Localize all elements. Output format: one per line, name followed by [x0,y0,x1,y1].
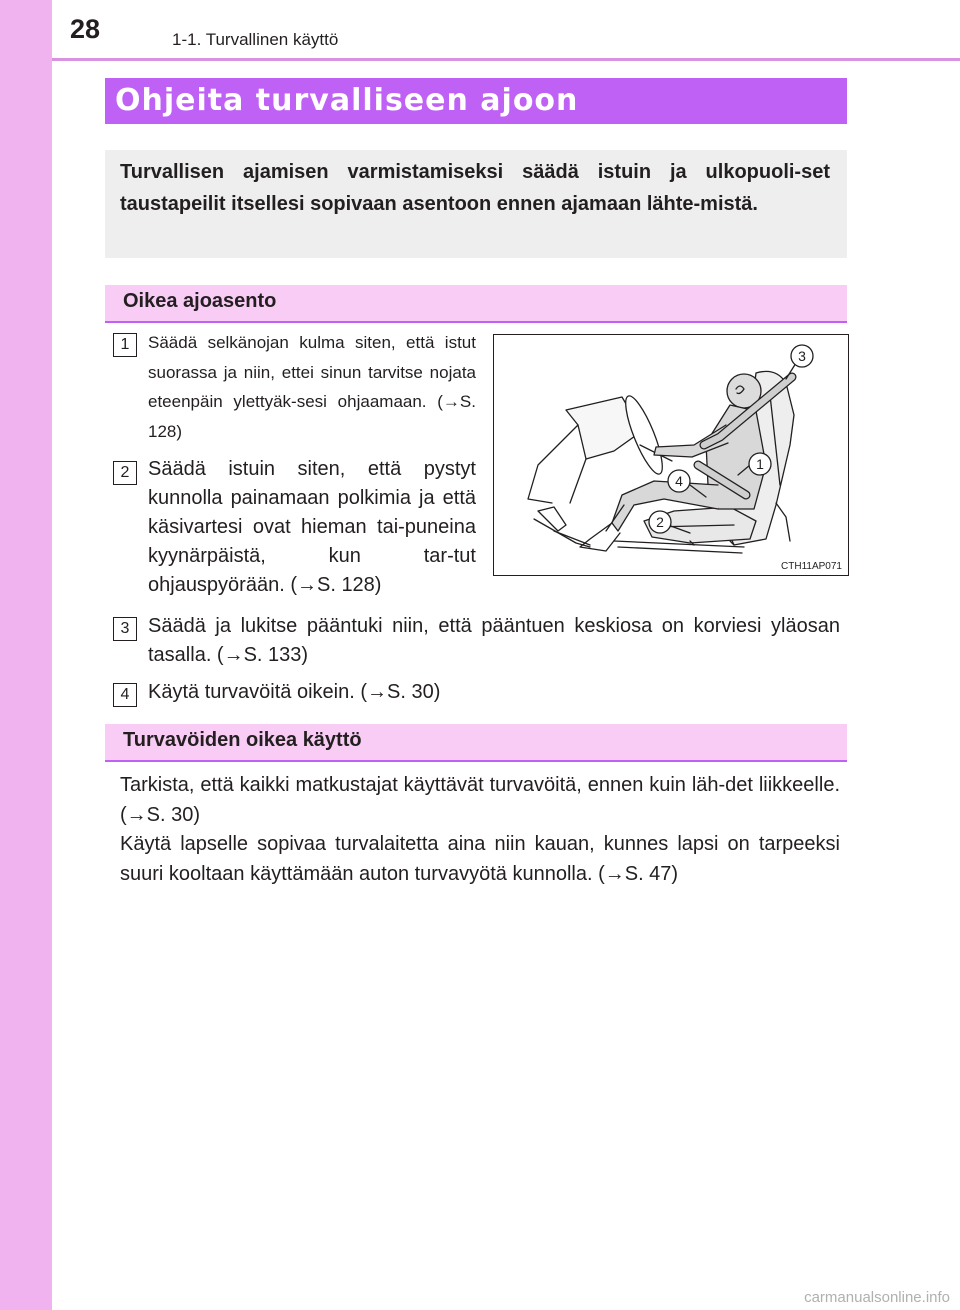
section-heading-seatbelt-use [105,724,847,762]
section-heading-label: Oikea ajoasento [123,290,277,312]
running-head: 1-1. Turvallinen käyttö [172,30,339,49]
paragraph: Käytä lapselle sopivaa turvalaitetta aina niin kauan, kunnes lapsi on tarpeeksi suuri kooltaan käyttämään auton turvavyötä kunnolla. (→S. 47) [120,833,840,885]
header-divider [52,58,960,61]
figure-code: CTH11AP071 [781,561,842,572]
item-number-badge: 3 [113,617,137,641]
intro-box [105,150,847,258]
page-title: Ohjeita turvalliseen ajoon [115,83,579,118]
figure-callout-4 [668,470,690,492]
list-item-text: Käytä turvavöitä oikein. (→S. 30) [148,681,441,703]
driver-position-figure [493,334,849,576]
driver-seat-illustration [494,335,848,575]
figure-callout-2 [649,511,671,533]
seatbelt-body-text [120,771,840,889]
list-item-text: Säädä selkänojan kulma siten, että istut suorassa ja niin, ettei sinun tarvitse nojata eteenpäin ylettyäk-sesi ohjaamaan. (→S. 128) [148,333,476,441]
callout-label: 2 [656,514,664,530]
figure-callout-1 [749,453,771,475]
paragraph: Tarkista, että kaikki matkustajat käyttävät turvavöitä, ennen kuin läh-det liikkeelle. (→S. 30) [120,774,840,826]
page-number: 28 [70,14,101,44]
callout-label: 1 [756,456,764,472]
figure-callout-3 [791,345,813,367]
item-number-badge: 2 [113,461,137,485]
title-bar [105,78,847,124]
side-band [0,0,52,1310]
section-heading-label: Turvavöiden oikea käyttö [123,729,362,751]
list-item-text: Säädä ja lukitse pääntuki niin, että pääntuen keskiosa on korviesi yläosan tasalla. (→S. 133) [148,615,840,666]
callout-label: 3 [798,348,806,364]
item-number-badge: 1 [113,333,137,357]
callout-label: 4 [675,473,683,489]
list-item-text: Säädä istuin siten, että pystyt kunnolla painamaan polkimia ja että käsivartesi ovat hieman tai-puneina kyynärpäistä, kun tar-tut ohjauspyörään. (→S. 128) [148,458,476,596]
site-watermark: carmanualsonline.info [804,1289,950,1306]
intro-text: Turvallisen ajamisen varmistamiseksi säädä istuin ja ulkopuoli-set taustapeilit itsellesi sopivaan asentoon ennen ajamaan lähte-mistä. [120,161,830,215]
item-number-badge: 4 [113,683,137,707]
section-heading-driving-position [105,285,847,323]
